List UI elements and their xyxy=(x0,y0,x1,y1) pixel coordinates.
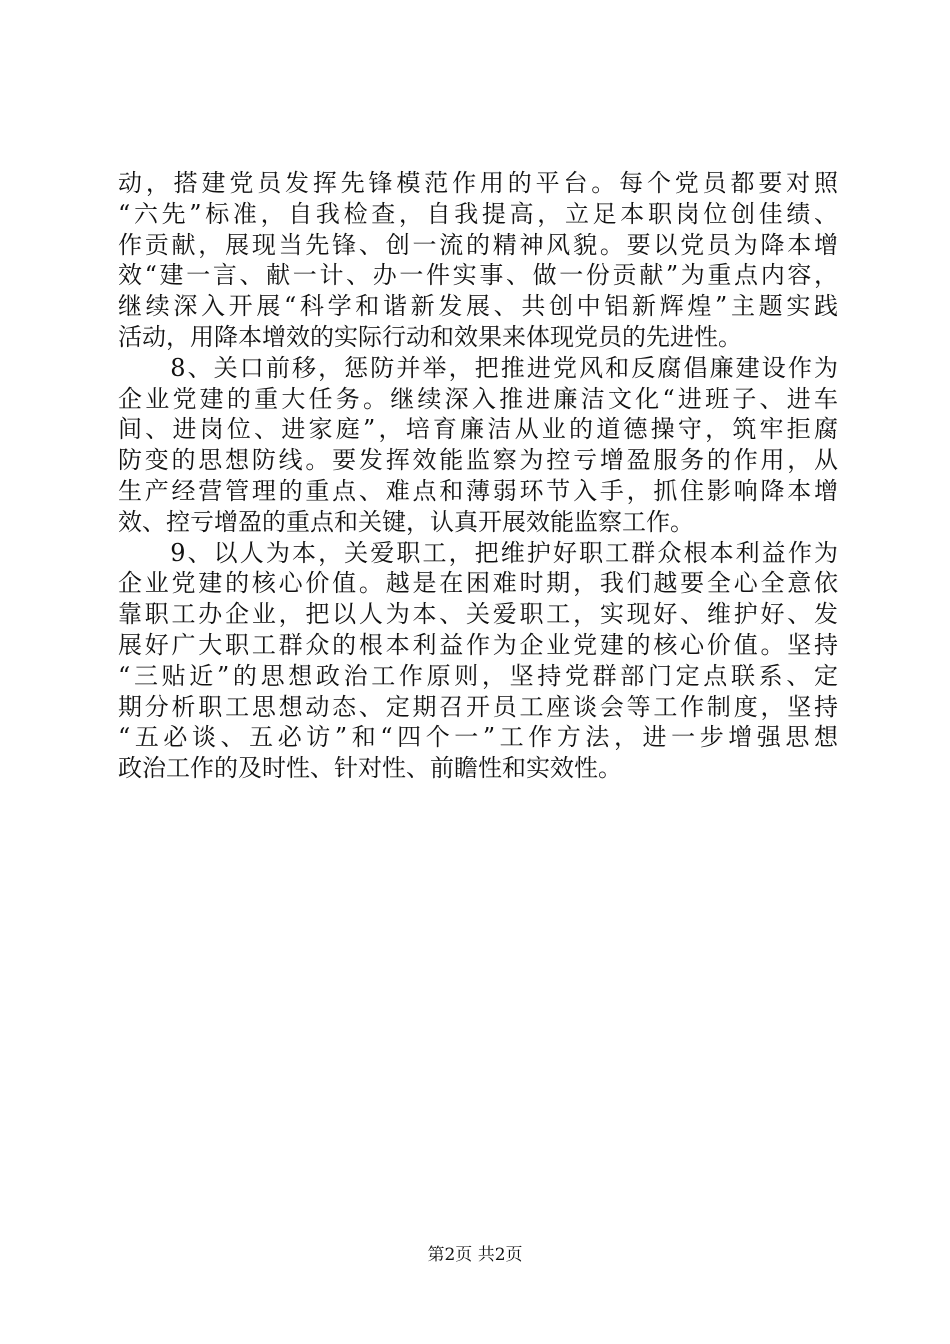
text-line: 企业党建的核心价值。越是在困难时期，我们越要全心全意依 xyxy=(118,569,838,598)
text-line: 政治工作的及时性、针对性、前瞻性和实效性。 xyxy=(118,754,622,783)
text-line: 展好广大职工群众的根本利益作为企业党建的核心价值。坚持 xyxy=(118,630,838,659)
text-line: 继续深入开展“科学和谐新发展、共创中铝新辉煌”主题实践 xyxy=(118,292,838,321)
text-line: 效“建一言、献一计、办一件实事、做一份贡献”为重点内容， xyxy=(118,261,838,290)
page-number-footer: 第2页 共2页 xyxy=(427,1245,523,1265)
text-line: 活动，用降本增效的实际行动和效果来体现党员的先进性。 xyxy=(118,322,742,351)
text-line: 间、进岗位、进家庭”，培育廉洁从业的道德操守，筑牢拒腐 xyxy=(118,415,838,444)
text-line: 靠职工办企业，把以人为本、关爱职工，实现好、维护好、发 xyxy=(118,600,838,629)
text-line: 生产经营管理的重点、难点和薄弱环节入手，抓住影响降本增 xyxy=(118,476,838,505)
paragraph-2 xyxy=(118,353,838,538)
text-line: 动，搭建党员发挥先锋模范作用的平台。每个党员都要对照 xyxy=(118,169,838,197)
body-text xyxy=(118,168,838,784)
text-line: 企业党建的重大任务。继续深入推进廉洁文化“进班子、进车 xyxy=(118,384,838,413)
text-line: “三贴近”的思想政治工作原则，坚持党群部门定点联系、定 xyxy=(118,661,838,690)
text-line: 期分析职工思想动态、定期召开员工座谈会等工作制度，坚持 xyxy=(118,692,838,721)
text-line: 防变的思想防线。要发挥效能监察为控亏增盈服务的作用，从 xyxy=(118,446,838,475)
text-line: “五必谈、五必访”和“四个一”工作方法，进一步增强思想 xyxy=(118,723,838,752)
text-line: 效、控亏增盈的重点和关键，认真开展效能监察工作。 xyxy=(118,507,694,536)
paragraph-1 xyxy=(118,168,838,353)
text-line: 9、以人为本，关爱职工，把维护好职工群众根本利益作为 xyxy=(118,538,838,567)
text-line: 8、关口前移，惩防并举，把推进党风和反腐倡廉建设作为 xyxy=(118,353,838,382)
text-line: 作贡献，展现当先锋、创一流的精神风貌。要以党员为降本增 xyxy=(118,230,838,259)
paragraph-3 xyxy=(118,538,838,784)
text-line: “六先”标准，自我检查，自我提高，立足本职岗位创佳绩、 xyxy=(118,199,838,228)
